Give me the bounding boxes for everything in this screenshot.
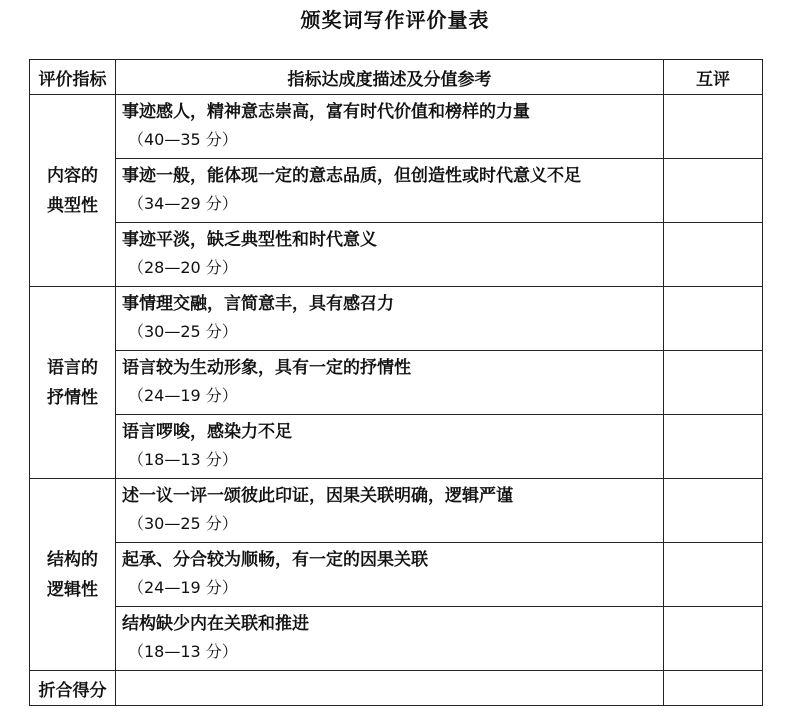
indicator-label-line2: 逻辑性	[47, 579, 98, 600]
criterion-score-range: （30—25 分）	[128, 322, 238, 341]
criterion-score-range: （18—13 分）	[128, 450, 238, 469]
criterion-cell	[116, 607, 664, 671]
criterion-cell	[116, 543, 664, 607]
peer-score-cell[interactable]	[664, 159, 763, 223]
total-score-label: 折合得分	[30, 671, 116, 706]
total-row	[30, 671, 763, 706]
indicator-cell-structure-logic	[30, 479, 116, 671]
criterion-cell	[116, 95, 664, 159]
criterion-cell	[116, 159, 664, 223]
peer-score-cell[interactable]	[664, 351, 763, 415]
indicator-label-line2: 抒情性	[47, 387, 98, 408]
header-description: 指标达成度描述及分值参考	[116, 60, 664, 95]
indicator-label-line1: 语言的	[47, 357, 98, 378]
indicator-label-line1: 结构的	[47, 549, 98, 570]
evaluation-rubric-table	[29, 59, 763, 706]
criterion-score-range: （18—13 分）	[128, 642, 238, 661]
peer-score-cell[interactable]	[664, 543, 763, 607]
criterion-score-range: （40—35 分）	[128, 130, 238, 149]
criterion-text: 事迹感人，精神意志崇高，富有时代价值和榜样的力量	[122, 102, 530, 122]
table-row	[30, 223, 763, 287]
indicator-label-line2: 典型性	[47, 195, 98, 216]
table-row	[30, 351, 763, 415]
table-row	[30, 607, 763, 671]
page-title: 颁奖词写作评价量表	[300, 8, 490, 32]
criterion-score-range: （28—20 分）	[128, 258, 238, 277]
criterion-cell	[116, 351, 664, 415]
criterion-text: 语言啰唆，感染力不足	[122, 422, 292, 442]
table-row	[30, 287, 763, 351]
header-row	[30, 60, 763, 95]
criterion-score-range: （30—25 分）	[128, 514, 238, 533]
header-peer-review: 互评	[664, 60, 763, 95]
criterion-cell	[116, 415, 664, 479]
table-row	[30, 479, 763, 543]
criterion-score-range: （24—19 分）	[128, 386, 238, 405]
table-row	[30, 543, 763, 607]
criterion-text: 起承、分合较为顺畅，有一定的因果关联	[122, 550, 428, 570]
total-score-description-cell[interactable]	[116, 671, 664, 706]
indicator-label-line1: 内容的	[47, 165, 98, 186]
peer-score-cell[interactable]	[664, 287, 763, 351]
criterion-text: 事迹平淡，缺乏典型性和时代意义	[122, 230, 377, 250]
peer-score-cell[interactable]	[664, 223, 763, 287]
criterion-cell	[116, 223, 664, 287]
criterion-text: 事情理交融，言简意丰，具有感召力	[122, 294, 394, 314]
table-row	[30, 159, 763, 223]
criterion-cell	[116, 479, 664, 543]
header-indicator: 评价指标	[30, 60, 116, 95]
criterion-text: 述一议一评一颂彼此印证，因果关联明确，逻辑严谨	[122, 486, 513, 506]
peer-score-cell[interactable]	[664, 415, 763, 479]
criterion-score-range: （24—19 分）	[128, 578, 238, 597]
criterion-text: 语言较为生动形象，具有一定的抒情性	[122, 358, 411, 378]
indicator-cell-content-typicality	[30, 95, 116, 287]
table-row	[30, 415, 763, 479]
criterion-text: 事迹一般，能体现一定的意志品质，但创造性或时代意义不足	[122, 166, 581, 186]
criterion-cell	[116, 287, 664, 351]
indicator-cell-language-lyricism	[30, 287, 116, 479]
criterion-text: 结构缺少内在关联和推进	[122, 614, 309, 634]
criterion-score-range: （34—29 分）	[128, 194, 238, 213]
table-row	[30, 95, 763, 159]
peer-score-cell[interactable]	[664, 95, 763, 159]
peer-score-cell[interactable]	[664, 479, 763, 543]
peer-score-cell[interactable]	[664, 607, 763, 671]
total-score-peer-cell[interactable]	[664, 671, 763, 706]
